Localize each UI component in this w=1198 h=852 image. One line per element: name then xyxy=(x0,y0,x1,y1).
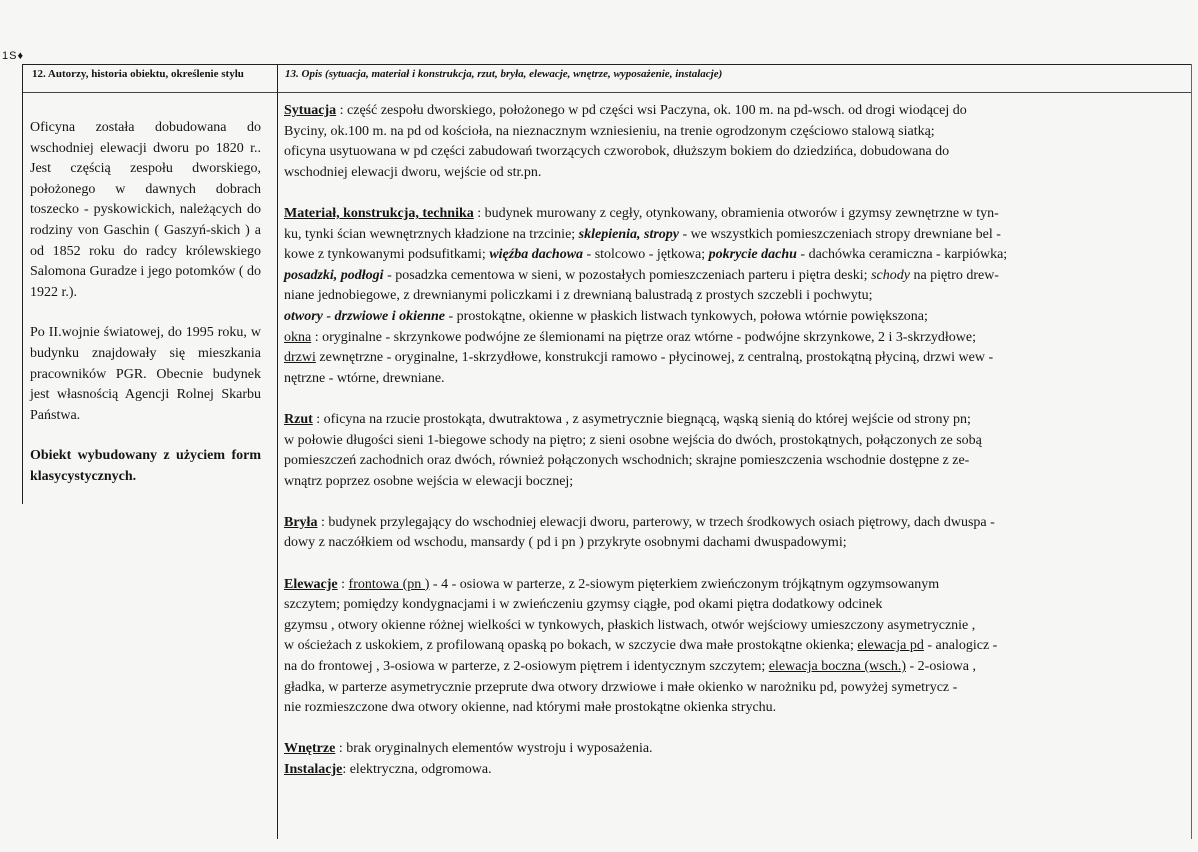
instalacje-label: Instalacje xyxy=(284,762,343,777)
style-paragraph: Obiekt wybudowany z użyciem form klasycystycznych. xyxy=(30,448,261,484)
sytuacja-label: Sytuacja xyxy=(284,103,337,118)
section-bryla: Bryła : budynek przylegający do wschodniej elewacji dworu, parterowy, w trzech środkowych osiach piętrowy, dach dwuspa - dowy z naczółkiem od wschodu, mansardy ( pd i pn ) przykryte osobnymi dachami dwuspadowymi; xyxy=(284,514,995,551)
page-mark: 1S♦ xyxy=(2,50,25,62)
section-material: Materiał, konstrukcja, technika : budynek murowany z cegły, otynkowany, obramienia otworów i gzymsy zewnętrzne w tyn- ku, tynki ścian wewnętrznych kładzione na trzcinie; sklepienia, stropy - we wszystkich pomieszczeniach stropy drewniane bel - kowe z tynkowanymi podsufitkami; więźba dachowa - stolcowo - jętkowa; pokrycie dachu - dachówka ceramiczna - karpiówka; posadzki, podłogi - posadzka cementowa w sieni, w pozostałych pomieszczeniach parteru i piętra deski; schody na piętro drew- niane jednobiegowe, z drewnianymi policzkami i z drewnianą balustradą z prostych szczebli i pochwytu; otwory - drzwiowe i okienne - prostokątne, okienne w płaskich listwach tynkowych, połowa wtórnie powiększona; okna : oryginalne - skrzynkowe podwójne ze ślemionami na piętrze oraz wtórne - podwójne skrzynkowe, 2 i 3-skrzydłowe; drzwi zewnętrzne - oryginalne, 1-skrzydłowe, konstrukcji ramowo - płycinowej, z centralną, prostokątną płyciną, drzwi wew - nętrzne - wtórne, drewniane. xyxy=(284,205,1008,386)
wnetrze-label: Wnętrze xyxy=(284,741,336,757)
header-rule xyxy=(22,92,1192,93)
material-label: Materiał, konstrukcja, technika xyxy=(284,205,474,221)
history-paragraph-1: Oficyna została dobudowana do wschodniej elewacji dworu po 1820 r.. Jest częścią zespołu dworskiego, położonego w dawnych dobrach toszecko - pyskowickich, należących do rodziny von Gaschin ( Gaszyń-skich ) a od 1852 roku do radcy królewskiego Salomona Guradze i jego potomków ( do 1922 r.). xyxy=(30,120,261,300)
top-rule xyxy=(22,64,1192,65)
left-border xyxy=(22,64,23,504)
section-elewacje: Elewacje : frontowa (pn ) - 4 - osiowa w parterze, z 2-siowym pięterkiem zwieńczonym trójkątnym ogzymsowanym szczytem; pomiędzy kondygnacjami i w zwieńczeniu gzymsy ciągłe, pod okami piętra dodatkowy odcinek gzymsu , otwory okienne różnej wielkości w tynkowych, płaskich listwach, otwór wejściowy umieszczony asymetrycznie , w ościeżach z uskokiem, z profilowaną opaską po bokach, w szczycie dwa małe prostokątne okienka; elewacja pd - analogicz - na do frontowej , 3-osiowa w parterze, z 2-osiowym piętrem i identycznym szczytem; elewacja boczna (wsch.) - 2-osiowa , gładka, w parterze asymetrycznie przeprute dwa otwory drzwiowe i małe okienko w narożniku pd, powyżej symetrycz - nie rozmieszczone dwa otwory okienne, nad którymi małe prostokątne okienka strychu. xyxy=(284,576,998,716)
rzut-label: Rzut xyxy=(284,411,313,427)
section-rzut: Rzut : oficyna na rzucie prostokąta, dwutraktowa , z asymetrycznie biegnącą, wąską sienią do której wejście od strony pn; w połowie długości sieni 1-biegowe schody na piętro; z sieni osobne wejścia do dwóch, prostokątnych, połączonych ze sobą pomieszczeń zachodnich oraz dwóch, również połączonych wschodnich; skrajne pomieszczenia wschodnie dostępne z ze- wnątrz poprzez osobne wejścia w elewacji bocznej; xyxy=(284,411,982,489)
left-column-header: 12. Autorzy, historia obiektu, określenie stylu xyxy=(32,68,244,80)
column-divider xyxy=(277,64,278,839)
description-column xyxy=(284,101,1162,781)
section-sytuacja: Sytuacja : część zespołu dworskiego, położonego w pd części wsi Paczyna, ok. 100 m. na pd-wsch. od drogi wiodącej do Byciny, ok.100 m. na pd od kościoła, na nieznacznym wzniesieniu, na trenie ogrodzonym częściowo stalową siatką; oficyna usytuowana w pd części zabudowań tworzących czworobok, dłuższym bokiem do dziedzińca, dobudowana do wschodniej elewacji dworu, wejście od str.pn. xyxy=(284,103,967,180)
right-border xyxy=(1191,64,1192,839)
history-paragraph-2: Po II.wojnie światowej, do 1995 roku, w budynku znajdowały się mieszkania pracowników PGR. Obecnie budynek jest własnością Agencji Rolnej Skarbu Państwa. xyxy=(30,325,261,423)
section-wnetrze: Wnętrze : brak oryginalnych elementów wystroju i wyposażenia. Instalacje: elektryczna, odgromowa. xyxy=(284,741,653,777)
right-column-header: 13. Opis (sytuacja, materiał i konstrukcja, rzut, bryła, elewacje, wnętrze, wyposażenie, instalacje) xyxy=(285,68,723,80)
elewacje-label: Elewacje xyxy=(284,576,338,592)
history-column xyxy=(30,118,261,508)
bryla-label: Bryła xyxy=(284,514,318,530)
